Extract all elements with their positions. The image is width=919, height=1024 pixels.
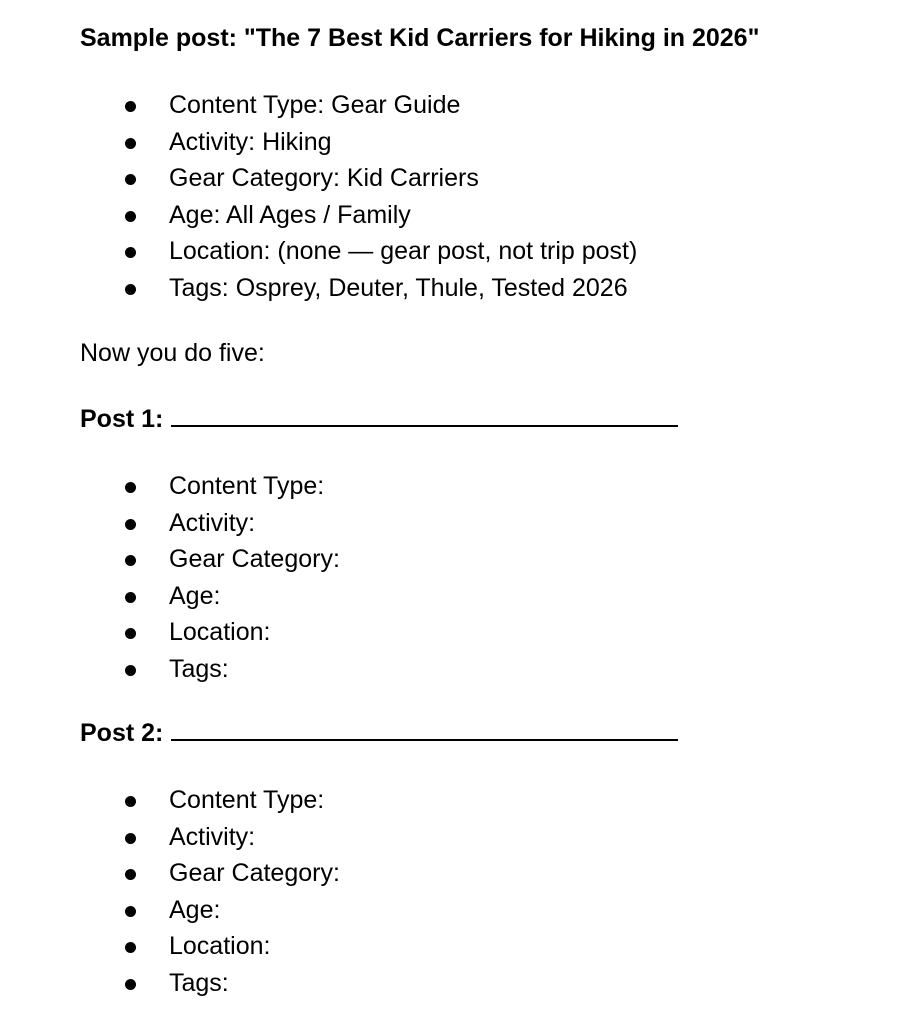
document-page: Sample post: "The 7 Best Kid Carriers for Hiking in 2026" Content Type: Gear Guide Activity: Hiking Gear Category: Kid Carriers Age: All Ages / Family Location: (none — gear post, not trip post) Tags: Osprey, Deuter, Thule, Tested 2026 Now you do five: Post 1: Content Type: Activity: Gear Category: Age: Location: Tags: Post 2: Content Type: Activity: Gear Category: Age: Location: Tags: xyxy=(80,24,760,997)
bullet-icon xyxy=(125,247,136,258)
post-1-title-blank[interactable] xyxy=(171,425,678,427)
sample-post-title: Sample post: "The 7 Best Kid Carriers for Hiking in 2026" xyxy=(80,24,760,52)
bullet-icon xyxy=(125,284,136,295)
bullet-icon xyxy=(125,869,136,880)
bullet-icon xyxy=(125,211,136,222)
bullet-icon xyxy=(125,942,136,953)
bullet-icon xyxy=(125,906,136,917)
bullet-icon xyxy=(125,592,136,603)
bullet-icon xyxy=(125,555,136,566)
bullet-icon xyxy=(125,796,136,807)
bullet-icon xyxy=(125,979,136,990)
bullet-icon xyxy=(125,482,136,493)
post-2-label: Post 2: xyxy=(80,719,164,747)
bullet-icon xyxy=(125,833,136,844)
bullet-icon xyxy=(125,138,136,149)
post-1-heading xyxy=(80,407,678,432)
bullet-icon xyxy=(125,174,136,185)
bullet-icon xyxy=(125,519,136,530)
bullet-icon xyxy=(125,101,136,112)
bullet-icon xyxy=(125,665,136,676)
bullet-icon xyxy=(125,628,136,639)
post-2-title-blank[interactable] xyxy=(171,739,678,741)
post-1-label: Post 1: xyxy=(80,405,164,433)
instruction-text: Now you do five: xyxy=(80,339,265,367)
post-2-heading xyxy=(80,721,678,746)
